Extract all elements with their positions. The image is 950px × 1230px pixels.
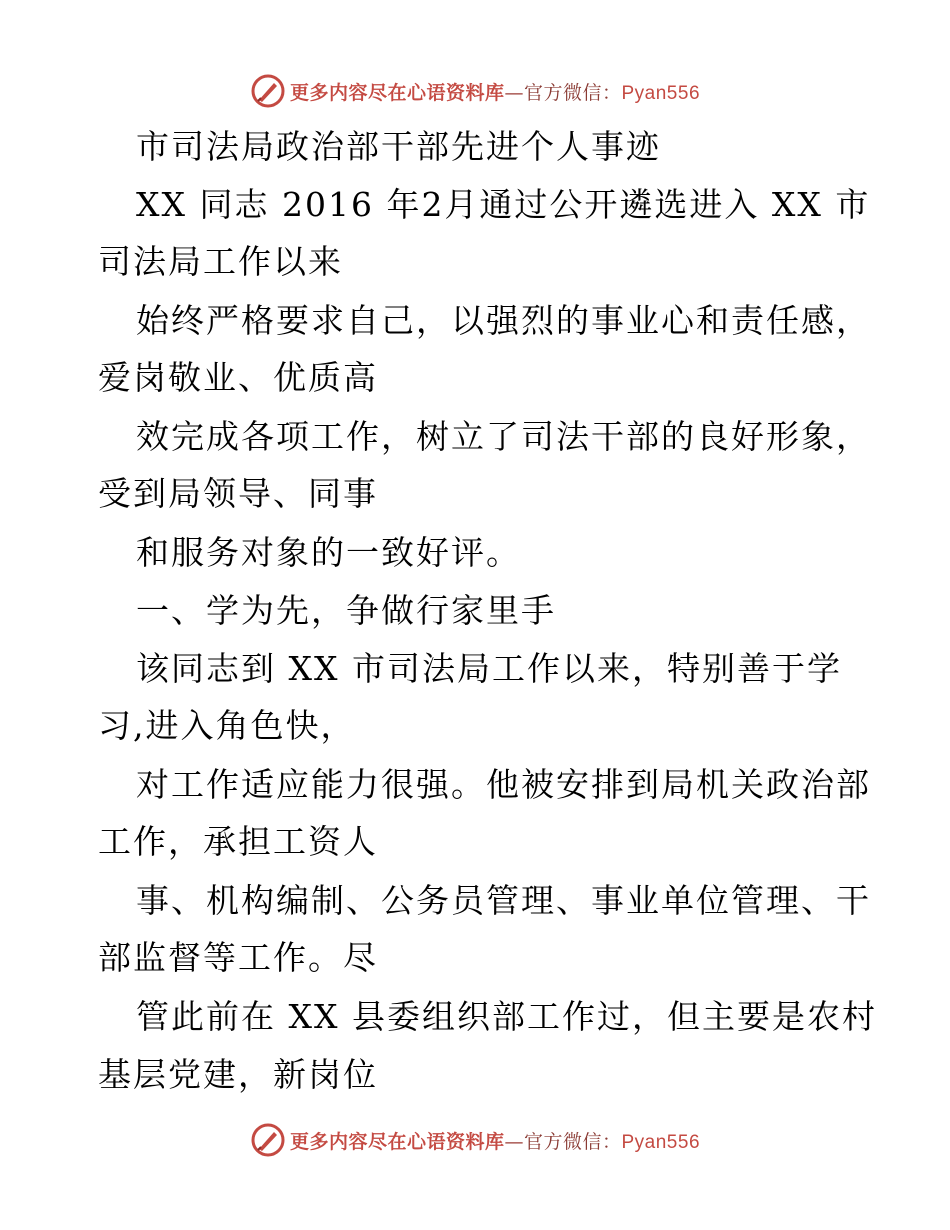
paragraph-line: 受到局领导、同事 <box>98 474 378 513</box>
paragraph-line: 司法局工作以来 <box>98 242 343 281</box>
footer-watermark <box>0 1120 950 1160</box>
quill-logo-icon <box>250 1122 286 1158</box>
watermark-main-text: 更多内容尽在心语资料库 <box>289 81 505 104</box>
watermark-account: Pyan556 <box>621 1131 701 1153</box>
paragraph-line: 该同志到 XX 市司法局工作以来，特别善于学 <box>136 649 842 688</box>
document-title: 市司法局政治部干部先进个人事迹 <box>136 127 661 166</box>
quill-logo-icon <box>250 73 286 109</box>
paragraph-line: 部监督等工作。尽 <box>98 938 378 977</box>
paragraph-line: 基层党建，新岗位 <box>98 1055 378 1094</box>
paragraph-line: 和服务对象的一致好评。 <box>136 533 521 572</box>
paragraph-line: 工作，承担工资人 <box>98 822 378 861</box>
paragraph-line: 习,进入角色快， <box>98 706 356 745</box>
watermark-main-text: 更多内容尽在心语资料库 <box>289 1130 505 1153</box>
paragraph-line: 事、机构编制、公务员管理、事业单位管理、干 <box>136 881 871 920</box>
watermark-sub-text: 官方微信： <box>523 1130 622 1153</box>
section-heading: 一、学为先，争做行家里手 <box>136 591 556 630</box>
watermark-separator: — <box>504 1130 524 1153</box>
watermark-sub-text: 官方微信： <box>523 81 622 104</box>
watermark-separator: — <box>504 81 524 104</box>
paragraph-line: XX 同志 2016 年2月通过公开遴选进入 XX 市 <box>136 185 871 224</box>
watermark-account: Pyan556 <box>621 82 701 104</box>
paragraph-line: 对工作适应能力很强。他被安排到局机关政治部 <box>136 765 871 804</box>
paragraph-line: 始终严格要求自己，以强烈的事业心和责任感， <box>136 301 871 340</box>
header-watermark <box>0 71 950 111</box>
paragraph-line: 管此前在 XX 县委组织部工作过，但主要是农村 <box>136 997 877 1036</box>
paragraph-line: 效完成各项工作，树立了司法干部的良好形象， <box>136 417 871 456</box>
paragraph-line: 爱岗敬业、优质高 <box>98 358 378 397</box>
